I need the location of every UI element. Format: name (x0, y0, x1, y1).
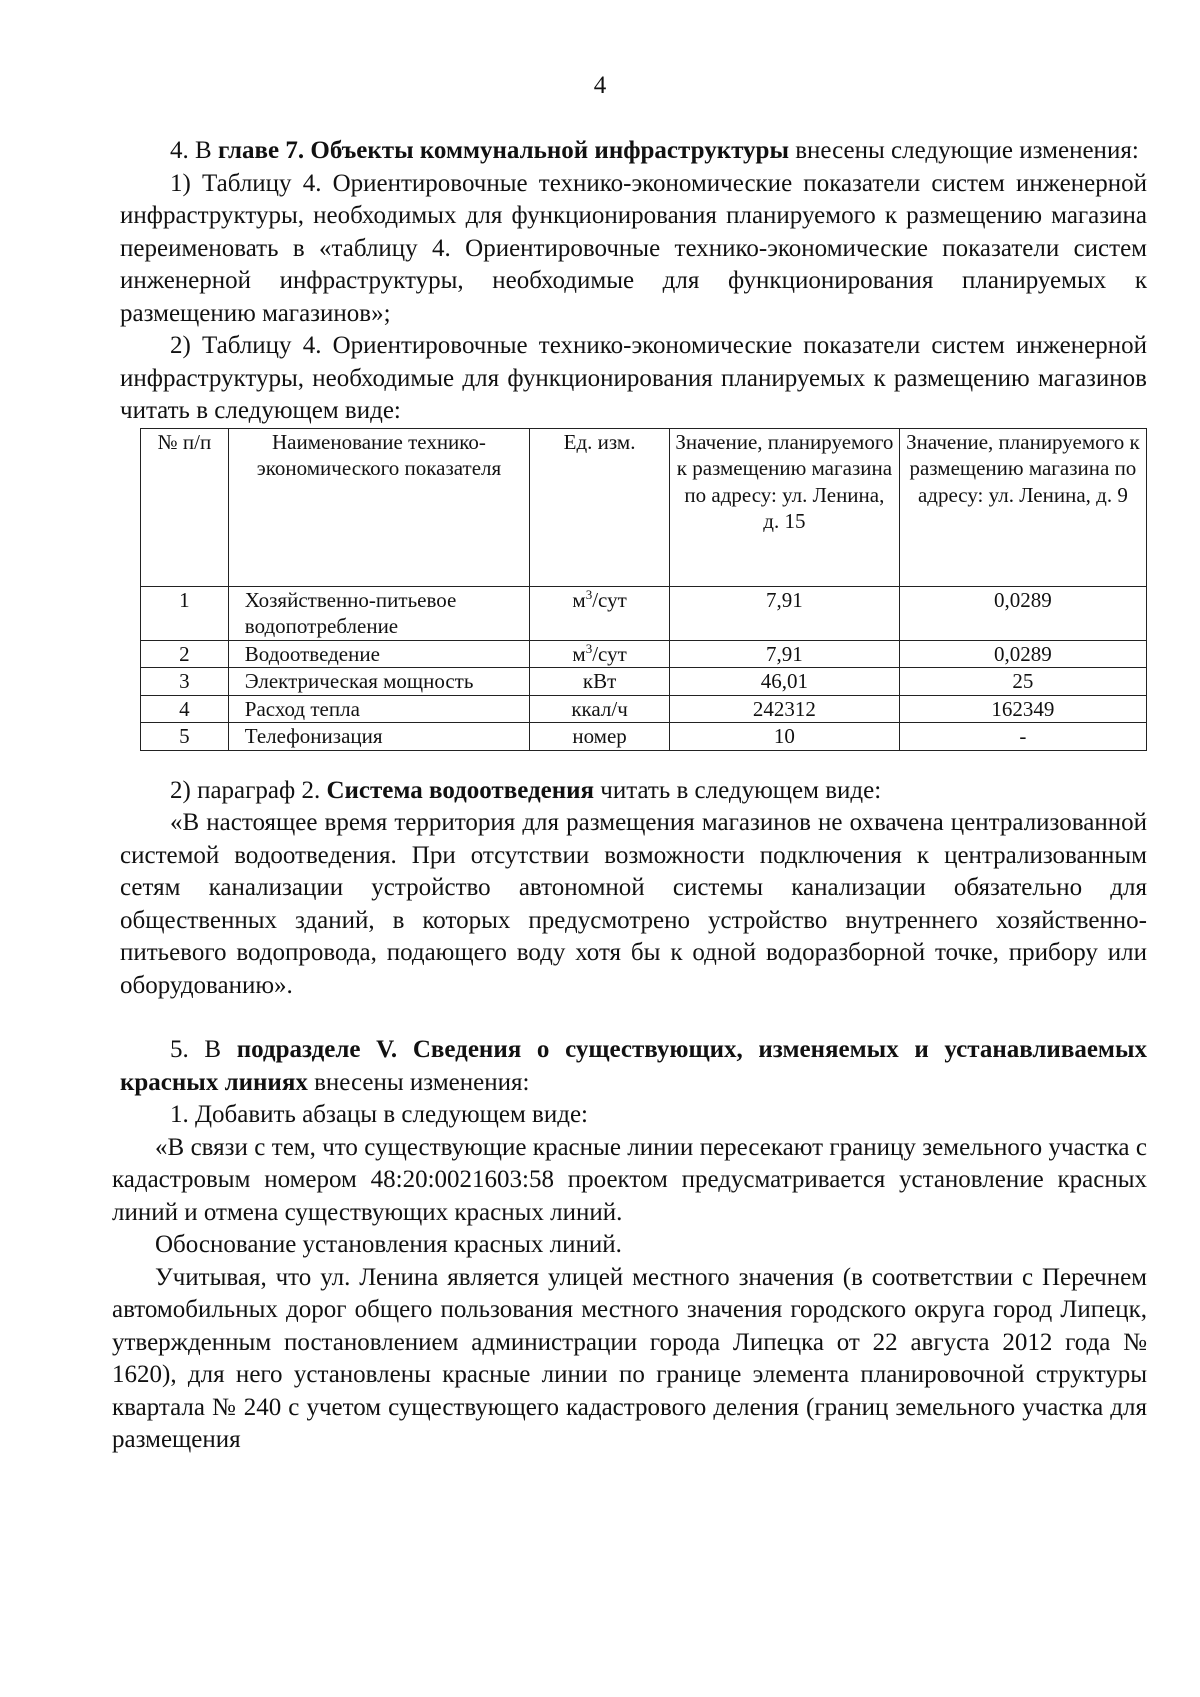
section-5-heading (120, 1034, 1147, 1099)
paragraph-2-lead: 2) параграф 2. (170, 776, 327, 804)
row-unit: номер (530, 723, 670, 751)
paragraph-2-bold: Система водоотведения (326, 776, 595, 804)
header-value-lenina-9: Значение, планируемого к размещению магазина по адресу: ул. Ленина, д. 9 (899, 428, 1146, 586)
row-unit: кВт (530, 668, 670, 696)
table-4 (140, 428, 1147, 751)
row-value-lenina-9: 25 (899, 668, 1146, 696)
row-number: 2 (141, 640, 229, 668)
row-value-lenina-15: 7,91 (669, 586, 899, 640)
row-unit: ккал/ч (530, 695, 670, 723)
header-unit: Ед. изм. (530, 428, 670, 586)
section-4-lead: 4. В (170, 137, 218, 164)
row-value-lenina-9: 162349 (899, 695, 1146, 723)
section-5-lead: 5. В (170, 1036, 237, 1063)
row-value-lenina-9: - (899, 723, 1146, 751)
row-indicator: Электрическая мощность (228, 668, 529, 696)
table-row (141, 695, 1147, 723)
row-indicator: Водоотведение (228, 640, 529, 668)
document-body (112, 135, 1147, 1457)
row-unit: $м^3$/сут (530, 586, 670, 640)
row-value-lenina-15: 242312 (669, 695, 899, 723)
paragraph-2-heading (120, 775, 1147, 808)
row-indicator: Телефонизация (228, 723, 529, 751)
paragraph-2-quote: «В настоящее время территория для размещения магазинов не охвачена централизованной системой водоотведения. При отсутствии возможности подключения к централизованным сетям канализации устройство автономной системы канализации обязательно для общественных зданий, в которых предусмотрено устройство внутреннего хозяйственно-питьевого водопровода, подающего воду хотя бы к одной водоразборной точке, прибору или оборудованию». (120, 809, 1147, 999)
final-paragraph: Учитывая, что ул. Ленина является улицей местного значения (в соответствии с Перечнем автомобильных дорог общего пользования местного значения городского округа город Липецк, утвержденным постановлением администрации города Липецка от 22 августа 2012 года № 1620), для него установлены красные линии по границе элемента планировочной структуры квартала № 240 с учетом существующего кадастрового деления (границ земельного участка для размещения (112, 1263, 1147, 1453)
section-4-bold: главе 7. Объекты коммунальной инфраструктуры (217, 137, 789, 164)
row-value-lenina-15: 7,91 (669, 640, 899, 668)
row-number: 1 (141, 586, 229, 640)
row-value-lenina-9: 0,0289 (899, 586, 1146, 640)
justification-title: Обоснование установления красных линий. (155, 1231, 622, 1258)
header-indicator: Наименование технико-экономического показателя (228, 428, 529, 586)
table-row (141, 723, 1147, 751)
row-unit: $м^3$/сут (530, 640, 670, 668)
row-value-lenina-9: 0,0289 (899, 640, 1146, 668)
item-2-paragraph: 2) Таблицу 4. Ориентировочные технико-экономические показатели систем инженерной инфраструктуры, необходимые для функционирования планируемых к размещению магазинов читать в следующем виде: (120, 332, 1147, 424)
shifted-block (112, 1132, 1147, 1457)
section-4-tail: внесены следующие изменения: (788, 137, 1139, 164)
row-value-lenina-15: 46,01 (669, 668, 899, 696)
table-row (141, 586, 1147, 640)
table-header-row (141, 428, 1147, 586)
row-number: 4 (141, 695, 229, 723)
row-value-lenina-15: 10 (669, 723, 899, 751)
row-indicator: Хозяйственно-питьевое водопотребление (228, 586, 529, 640)
page-number: 4 (593, 72, 607, 99)
row-indicator: Расход тепла (228, 695, 529, 723)
table-row (141, 640, 1147, 668)
blank-line (120, 1002, 1147, 1034)
row-number: 3 (141, 668, 229, 696)
section-4-heading (120, 135, 1147, 168)
header-value-lenina-15: Значение, планируемого к размещению магазина по адресу: ул. Ленина, д. 15 (669, 428, 899, 586)
item-1-paragraph: 1) Таблицу 4. Ориентировочные технико-экономические показатели систем инженерной инфраструктуры, необходимых для функционирования планируемого к размещению магазина переименовать в «таблицу 4. Ориентировочные технико-экономические показатели систем инженерной инфраструктуры, необходимые для функционирования планируемых к размещению магазинов»; (120, 169, 1147, 327)
section-5-bold: подразделе V. Сведения о существующих, изменяемых и устанавливаемых красных линиях (120, 1036, 1147, 1096)
paragraph-2-tail: читать в следующем виде: (594, 776, 882, 804)
header-number: № п/п (141, 428, 229, 586)
section-5-quote: «В связи с тем, что существующие красные линии пересекают границу земельного участка с кадастровым номером 48:20:0021603:58 проектом предусматривается установление красных линий и отмена существующих красных линий. (112, 1133, 1147, 1226)
section-5-tail: внесены изменения: (307, 1068, 530, 1096)
section-5-item-1: 1. Добавить абзацы в следующем виде: (170, 1101, 588, 1128)
row-number: 5 (141, 723, 229, 751)
table-row (141, 668, 1147, 696)
